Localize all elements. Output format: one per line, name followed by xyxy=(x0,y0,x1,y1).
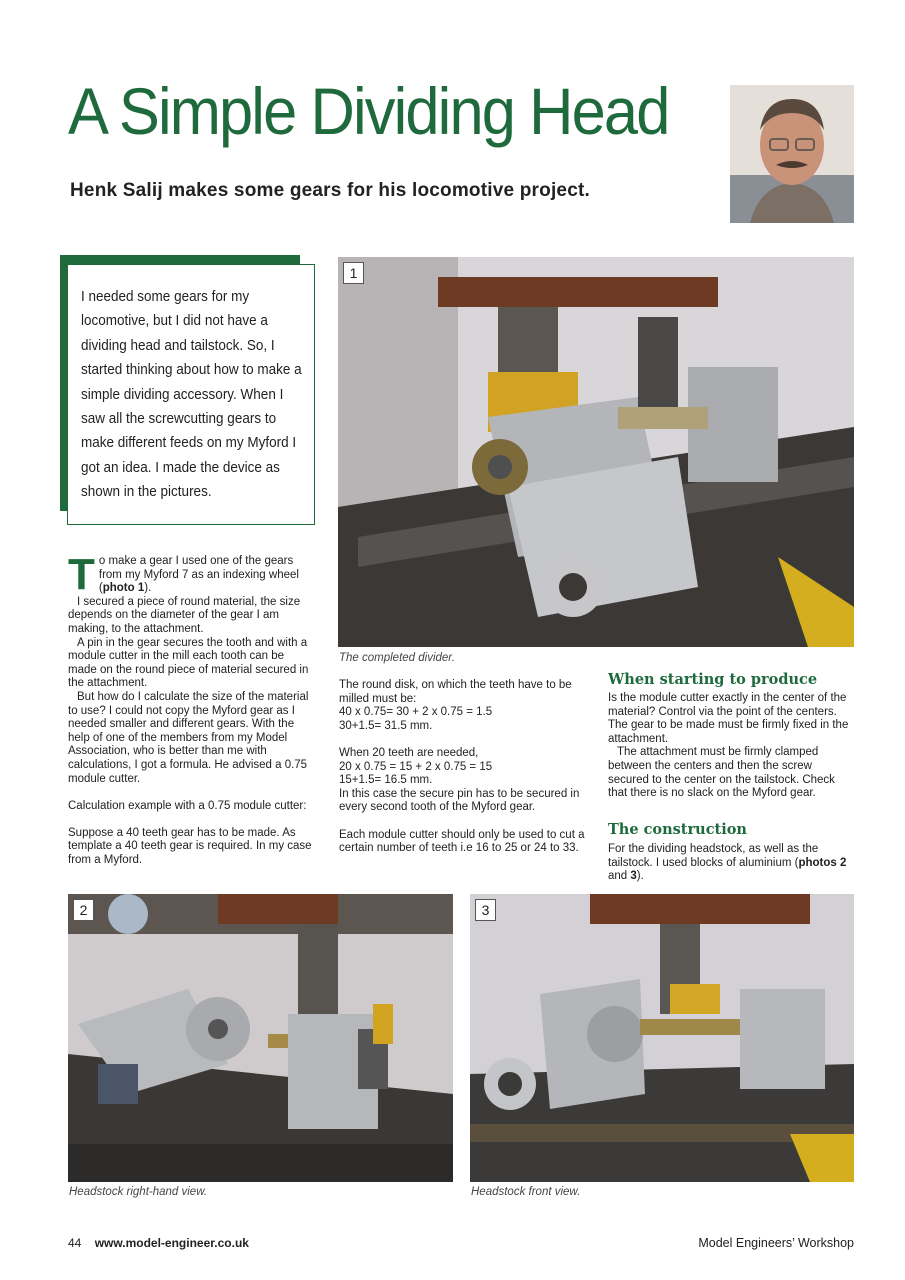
paragraph: The round disk, on which the teeth have to be milled must be: xyxy=(339,679,572,705)
section-heading: When starting to produce xyxy=(608,671,818,688)
photo-1-caption: The completed divider. xyxy=(339,652,455,664)
photo-3 xyxy=(470,894,854,1182)
paragraph: I secured a piece of round material, the size depends on the diameter of the gear I am making, to the attachment. xyxy=(68,595,301,635)
body-column-2 xyxy=(339,679,587,856)
photo-2 xyxy=(68,894,453,1182)
body-column-3a xyxy=(608,692,856,801)
footer-left xyxy=(68,1236,249,1250)
body-column-3b xyxy=(608,843,856,884)
paragraph: Calculation example with a 0.75 module cutter: xyxy=(68,799,307,812)
drop-cap: T xyxy=(68,550,95,599)
website-url[interactable]: www.model-engineer.co.uk xyxy=(94,1236,249,1250)
paragraph xyxy=(608,843,856,884)
paragraph: But how do I calculate the size of the material to use? I could not copy the Myford gear as I needed smaller and different gears. With the help of one of the members from my Model Association, who is better than me with calculations, I got a formula. He advised a 0.75 module cutter. xyxy=(68,690,309,785)
photo-1-number: 1 xyxy=(343,262,364,284)
photo-reference: photos 2 xyxy=(798,856,847,869)
paragraph-text-end: ). xyxy=(636,870,644,883)
paragraph: The attachment must be firmly clamped between the centers and then the screw secured to the center on the tailstock. Check that there is no slack on the Myford gear. xyxy=(608,746,835,800)
section-heading: The construction xyxy=(608,821,747,838)
formula-line: 20 x 0.75 = 15 + 2 x 0.75 = 15 xyxy=(339,760,493,773)
paragraph: Suppose a 40 teeth gear has to be made. As template a 40 teeth gear is required. In my case from a Myford. xyxy=(68,826,312,867)
paragraph: When 20 teeth are needed, xyxy=(339,746,479,759)
photo-reference: 3 xyxy=(630,870,637,883)
page-number: 44 xyxy=(68,1236,82,1250)
paragraph: Is the module cutter exactly in the center of the material? Control via the point of the centers. The gear to be made must be firmly fixed in the attachment. xyxy=(608,692,849,745)
article-subtitle: Henk Salij makes some gears for his locomotive project. xyxy=(70,180,590,201)
body-column-1 xyxy=(68,550,316,868)
paragraph xyxy=(68,550,316,599)
paragraph: In this case the secure pin has to be secured in every second tooth of the Myford gear. xyxy=(339,787,580,814)
magazine-name: Model Engineers’ Workshop xyxy=(698,1236,854,1250)
article-title: A Simple Dividing Head xyxy=(68,74,669,148)
photo-3-number: 3 xyxy=(475,899,496,921)
photo-2-caption: Headstock right-hand view. xyxy=(69,1186,208,1198)
author-portrait xyxy=(730,85,854,223)
paragraph: Each module cutter should only be used to cut a certain number of teeth i.e 16 to 25 or 24 to 33. xyxy=(339,828,585,855)
paragraph: A pin in the gear secures the tooth and with a module cutter in the mill each tooth can be made on the round piece of material secured in the attachment. xyxy=(68,636,309,690)
formula-line: 40 x 0.75= 30 + 2 x 0.75 = 1.5 xyxy=(339,706,493,719)
paragraph-text: and xyxy=(608,870,631,883)
photo-1 xyxy=(338,257,854,647)
paragraph-text: For the dividing headstock, as well as the tailstock. I used blocks of aluminium ( xyxy=(608,843,819,869)
paragraph-text: o make a gear I used one of the gears from my Myford 7 as an indexing wheel ( xyxy=(98,555,299,595)
formula-line: 15+1.5= 16.5 mm. xyxy=(339,774,433,787)
formula-line: 30+1.5= 31.5 mm. xyxy=(339,719,433,732)
paragraph-text-end: ). xyxy=(144,582,152,595)
pullquote-text: I needed some gears for my locomotive, but I did not have a dividing head and tailstock. So, I started thinking about how to make a simple dividing accessory. When I saw all the screwcutting gears to make different feeds on my Myford I got an idea. I made the device as shown in the pictures. xyxy=(81,288,302,501)
photo-reference: photo 1 xyxy=(102,582,145,595)
photo-2-number: 2 xyxy=(73,899,94,921)
photo-3-caption: Headstock front view. xyxy=(471,1186,581,1198)
